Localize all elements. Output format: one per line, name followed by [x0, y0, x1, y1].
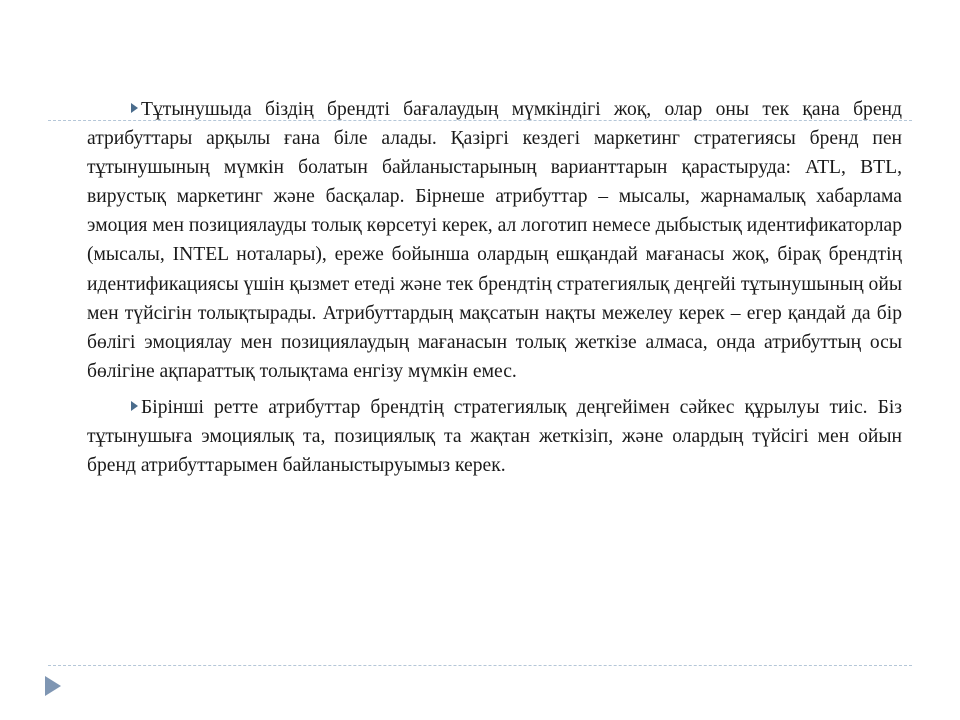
triangle-bullet-icon	[131, 401, 138, 411]
play-arrow-icon[interactable]	[45, 676, 61, 696]
slide-body	[87, 95, 902, 487]
bottom-divider	[48, 665, 912, 666]
paragraph-2-text: Бірінші ретте атрибуттар брендтің стратегиялық деңгейімен сәйкес құрылуы тиіс. Біз тұтынушыға эмоциялық та, позициялық та жақтан жеткізіп, және олардың түйсігі мен ойын бренд атрибуттарымен байланыстыруымыз керек.	[87, 396, 902, 477]
paragraph-1	[87, 95, 902, 386]
paragraph-1-text: Тұтынушыда біздің брендті бағалаудың мүмкіндігі жоқ, олар оны тек қана бренд атрибуттары арқылы ғана біле алады. Қазіргі кездегі маркетинг стратегиясы бренд пен тұтынушының мүмкін болатын байланыстарының варианттарын қарастыруда: ATL, BTL, вирустық маркетинг және басқалар. Бірнеше атрибуттар – мысалы, жарнамалық хабарлама эмоция мен позициялауды толық көрсетуі керек, ал логотип немесе дыбыстық идентификаторлар (мысалы, INTEL ноталары), ереже бойынша олардың ешқандай мағанасы жоқ, бірақ брендтің идентификациясы үшін қызмет етеді және тек брендтің стратегиялық деңгейі тұтынушының ойы мен түйсігін толықтырады. Атрибуттардың мақсатын нақты межелеу керек – егер қандай да бір бөлігі эмоциялау мен позициялаудың мағанасын толық жеткізе алмаса, онда атрибуттың осы бөлігіне ақпараттық толықтама енгізу мүмкін емес.	[87, 99, 902, 382]
paragraph-2	[87, 393, 902, 480]
triangle-bullet-icon	[131, 103, 138, 113]
